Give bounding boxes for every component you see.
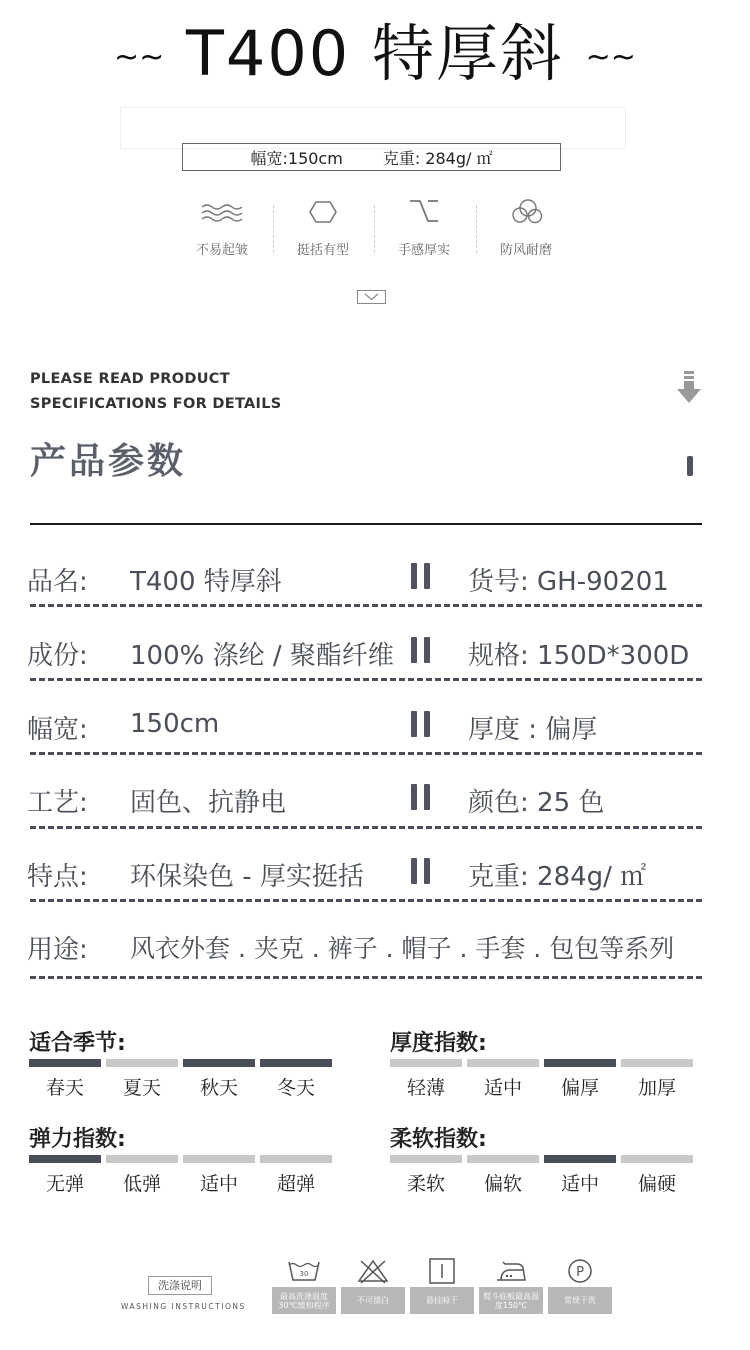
washing-label: 洗涤说明	[148, 1276, 212, 1295]
separator-bars-icon	[411, 784, 431, 810]
chevron-down-icon	[357, 290, 386, 304]
param-key: 工艺:	[27, 788, 88, 818]
switch-icon	[402, 195, 446, 229]
index-option: 适中	[483, 1077, 522, 1099]
feature-label: 不易起皱	[195, 243, 248, 258]
product-title	[0, 14, 750, 98]
dashed-divider	[30, 752, 702, 755]
index-title: 厚度指数:	[390, 1031, 487, 1056]
wave-icon	[200, 195, 244, 229]
svg-text:P: P	[576, 1265, 584, 1280]
care-text: 悬挂晾干	[410, 1287, 474, 1314]
index-option: 无弹	[45, 1173, 84, 1195]
feature-windproof	[476, 195, 576, 258]
care-item	[341, 1258, 405, 1314]
wash-30-icon	[286, 1258, 322, 1284]
index-bars	[29, 1155, 349, 1163]
index-option: 秋天	[199, 1077, 238, 1099]
hang-dry-icon	[424, 1258, 460, 1284]
index-option: 适中	[560, 1173, 599, 1195]
cloud-icon	[504, 195, 548, 229]
index-option: 轻薄	[406, 1077, 445, 1099]
param-key-value: 货号: GH-90201	[468, 567, 669, 597]
softness-index	[390, 1122, 710, 1196]
dashed-divider	[30, 826, 702, 829]
index-bar	[467, 1155, 539, 1163]
param-row	[0, 856, 750, 896]
separator-bars-icon	[411, 563, 431, 589]
feature-label: 防风耐磨	[499, 243, 552, 258]
index-title: 柔软指数:	[390, 1127, 487, 1152]
hexagon-icon	[301, 195, 345, 229]
param-key: 品名:	[27, 567, 88, 597]
index-option: 偏硬	[637, 1173, 676, 1195]
section-divider	[30, 523, 702, 525]
iron-icon	[493, 1258, 529, 1284]
care-text: 熨斗底板最高温度150℃	[479, 1287, 543, 1314]
svg-text:30: 30	[299, 1270, 309, 1278]
elasticity-index	[29, 1122, 349, 1196]
index-option: 冬天	[276, 1077, 315, 1099]
index-bar	[621, 1155, 693, 1163]
index-bar	[260, 1155, 332, 1163]
washing-english-label: WASHING INSTRUCTIONS	[121, 1302, 246, 1311]
spec-summary-box	[182, 143, 561, 171]
care-text: 常规干洗	[548, 1287, 612, 1314]
no-bleach-icon	[355, 1258, 391, 1284]
param-key-value: 厚度 : 偏厚	[468, 715, 598, 745]
index-labels	[390, 1073, 710, 1100]
feature-wrinkle-free	[172, 195, 272, 258]
care-item	[479, 1258, 543, 1314]
title-text: T400 特厚斜	[186, 17, 564, 90]
dashed-divider	[30, 976, 702, 979]
dashed-divider	[30, 604, 702, 607]
separator-bars-icon	[411, 637, 431, 663]
param-key: 成份:	[27, 641, 88, 671]
param-key-value: 颜色: 25 色	[468, 788, 605, 818]
care-text: 不可漂白	[341, 1287, 405, 1314]
index-option: 适中	[199, 1173, 238, 1195]
param-row	[0, 561, 750, 601]
index-bars	[29, 1059, 349, 1067]
index-bar	[467, 1059, 539, 1067]
index-labels	[390, 1169, 710, 1196]
index-option: 低弹	[122, 1173, 161, 1195]
index-bars	[390, 1059, 710, 1067]
dry-clean-p-icon	[562, 1258, 598, 1284]
feature-label: 手感厚实	[397, 243, 450, 258]
param-value: 固色、抗静电	[130, 788, 287, 818]
index-bar	[106, 1059, 178, 1067]
index-option: 夏天	[122, 1077, 161, 1099]
param-row	[0, 635, 750, 675]
dashed-divider	[30, 678, 702, 681]
feature-crisp	[273, 195, 373, 258]
index-bar	[106, 1155, 178, 1163]
param-value: T400 特厚斜	[130, 567, 282, 597]
width-spec: 幅宽:150cm	[250, 148, 343, 168]
param-key-value: 克重: 284g/ ㎡	[468, 862, 647, 892]
param-value: 150cm	[130, 709, 220, 739]
title-tilde-left: ~~	[114, 39, 165, 75]
index-bars	[390, 1155, 710, 1163]
param-value: 100% 涤纶 / 聚酯纤维	[130, 641, 394, 671]
index-bar-selected	[544, 1155, 616, 1163]
usage-value: 风衣外套 . 夹克 . 裤子 . 帽子 . 手套 . 包包等系列	[130, 934, 675, 963]
usage-key: 用途:	[27, 935, 88, 965]
index-option: 柔软	[406, 1173, 445, 1195]
care-item	[548, 1258, 612, 1314]
index-option: 超弹	[276, 1173, 315, 1195]
usage-row	[0, 929, 750, 969]
index-bar-selected	[29, 1155, 101, 1163]
index-option: 春天	[45, 1077, 84, 1099]
thickness-index	[390, 1026, 710, 1100]
weight-spec: 克重: 284g/ ㎡	[382, 148, 493, 168]
title-tilde-right: ~~	[585, 39, 636, 75]
index-option: 偏软	[483, 1173, 522, 1195]
title-accent-bar	[687, 456, 693, 476]
param-value: 环保染色 - 厚实挺括	[130, 862, 364, 892]
feature-label: 挺括有型	[296, 243, 349, 258]
arrow-down-icon	[676, 371, 702, 405]
index-option: 加厚	[637, 1077, 676, 1099]
index-bar	[390, 1059, 462, 1067]
param-row	[0, 709, 750, 749]
index-bar	[390, 1155, 462, 1163]
english-notice: PLEASE READ PRODUCT SPECIFICATIONS FOR DETAILS	[30, 371, 282, 412]
index-option: 偏厚	[560, 1077, 599, 1099]
param-key-value: 规格: 150D*300D	[468, 641, 690, 671]
index-title: 弹力指数:	[29, 1127, 126, 1152]
index-bar-selected	[544, 1059, 616, 1067]
index-bar-selected	[183, 1059, 255, 1067]
section-title: 产品参数	[30, 441, 187, 482]
index-labels	[29, 1169, 349, 1196]
index-labels	[29, 1073, 349, 1100]
index-title: 适合季节:	[29, 1031, 126, 1056]
param-row	[0, 782, 750, 822]
param-key: 特点:	[27, 862, 88, 892]
index-bar-selected	[260, 1059, 332, 1067]
care-item	[410, 1258, 474, 1314]
index-bar	[183, 1155, 255, 1163]
separator-bars-icon	[411, 858, 431, 884]
season-index	[29, 1026, 349, 1100]
param-key: 幅宽:	[27, 715, 88, 745]
index-bar-selected	[29, 1059, 101, 1067]
feature-thick-feel	[374, 195, 474, 258]
dashed-divider	[30, 899, 702, 902]
separator-bars-icon	[411, 711, 431, 737]
care-text: 最高洗涤温度30℃缓和程序	[272, 1287, 336, 1314]
index-bar	[621, 1059, 693, 1067]
care-item	[272, 1258, 336, 1314]
